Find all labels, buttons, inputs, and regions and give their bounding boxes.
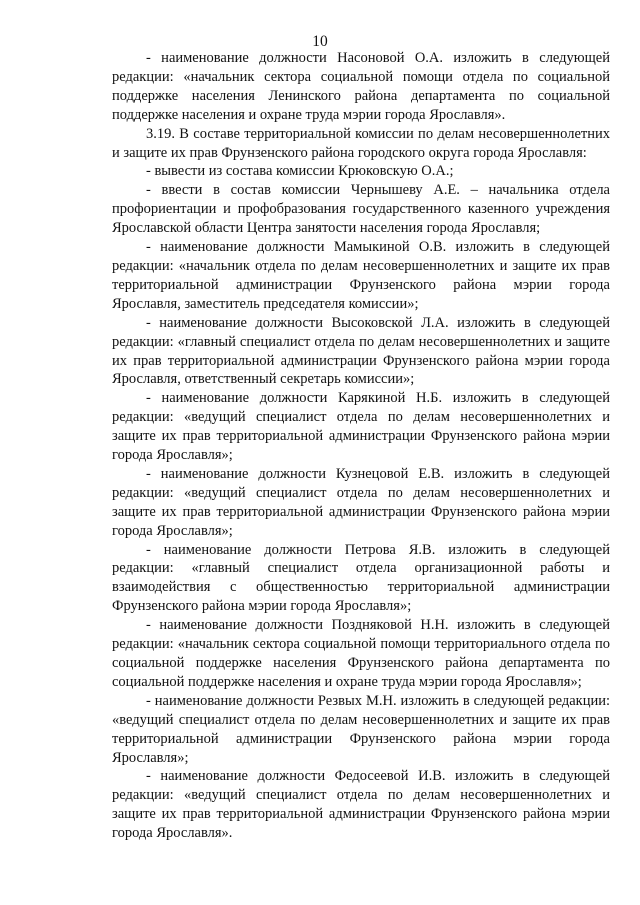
paragraph-remove-kryukovskaya: - вывести из состава комиссии Крюковскую О.А.; (146, 163, 454, 180)
paragraph-add-chernysheva: - ввести в состав комиссии Чернышеву А.Е. – начальника отдела профориентации и профобразования государственного казенного учреждения Ярославской области Центра занятости населения города Ярославля; (112, 182, 610, 237)
paragraph-pozdnyakova: - наименование должности Поздняковой Н.Н. изложить в следующей редакции: «начальник сектора социальной помощи территориального отдела по социальной поддержке населения Фрунзенского района департамента по социальной поддержке населения и охране труда мэрии города Ярославля»; (112, 617, 610, 690)
paragraph-vysokovskaya: - наименование должности Высоковской Л.А. изложить в следующей редакции: «главный специалист отдела по делам несовершеннолетних и защите их прав территориальной администрации Фрунзенского района мэрии города Ярославля, ответственный секретарь комиссии»; (112, 314, 610, 388)
document-body (112, 49, 610, 843)
page-number: 10 (312, 33, 328, 50)
paragraph-kuznetsova: - наименование должности Кузнецовой Е.В. изложить в следующей редакции: «ведущий специалист отдела по делам несовершеннолетних и защите их прав территориальной администрации Фрунзенского района мэрии города Ярославля»; (112, 465, 610, 539)
paragraph-karyakina: - наименование должности Карякиной Н.Б. изложить в следующей редакции: «ведущий специалист отдела по делам несовершеннолетних и защите их прав территориальной администрации Фрунзенского района мэрии города Ярославля»; (112, 390, 610, 464)
paragraph-rezvykh: - наименование должности Резвых М.Н. изложить в следующей редакции: «ведущий специалист отдела по делам несовершеннолетних и защите их прав территориальной администрации Фрунзенского района мэрии города Ярославля»; (112, 692, 610, 766)
paragraph-mamykina: - наименование должности Мамыкиной О.В. изложить в следующей редакции: «начальник отдела по делам несовершеннолетних и защите их прав территориальной администрации Фрунзенского района мэрии города Ярославля, заместитель председателя комиссии»; (112, 239, 610, 312)
paragraph-nasonova: - наименование должности Насоновой О.А. изложить в следующей редакции: «начальник сектора социальной помощи отдела по социальной поддержке населения Ленинского района департамента по социальной поддержке населения и охране труда мэрии города Ярославля». (112, 50, 610, 123)
paragraph-petrov: - наименование должности Петрова Я.В. изложить в следующей редакции: «главный специалист отдела организационной работы и взаимодействия с общественностью территориальной администрации Фрунзенского района мэрии города Ярославля»; (112, 541, 610, 615)
paragraph-section-3-19: 3.19. В составе территориальной комиссии по делам несовершеннолетних и защите их прав Фрунзенского района городского округа города Ярославля: (112, 125, 610, 161)
paragraph-fedoseeva: - наименование должности Федосеевой И.В. изложить в следующей редакции: «ведущий специалист отдела по делам несовершеннолетних и защите их прав территориальной администрации Фрунзенского района мэрии города Ярославля». (112, 768, 610, 842)
